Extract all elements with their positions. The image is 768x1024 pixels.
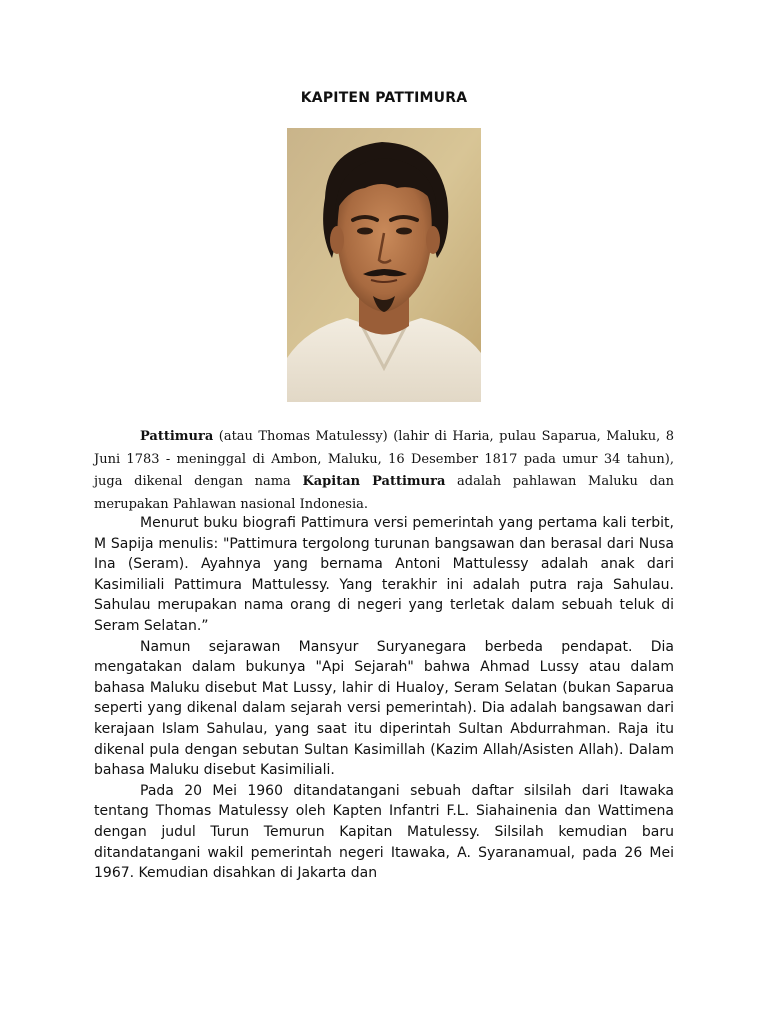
intro-paragraph xyxy=(94,426,674,516)
paragraph: Menurut buku biografi Pattimura versi pemerintah yang pertama kali terbit, M Sapija menulis: "Pattimura tergolong turunan bangsawan dan berasal dari Nusa Ina (Seram). Ayahnya yang bernama Antoni Mattulessy adalah anak dari Kasimiliali Pattimura Mattulessy. Yang terakhir ini adalah putra raja Sahulau. Sahulau merupakan nama orang di negeri yang terletak dalam sebuah teluk di Seram Selatan.” xyxy=(94,515,674,634)
page-title: KAPITEN PATTIMURA xyxy=(300,90,468,106)
intro-text-2: adalah pahlawan Maluku dan merupakan Pahlawan nasional Indonesia. xyxy=(94,474,674,512)
paragraph: Pada 20 Mei 1960 ditandatangani sebuah daftar silsilah dari Itawaka tentang Thomas Matulessy oleh Kapten Infantri F.L. Siahainenia dan Wattimena dengan judul Turun Temurun Kapitan Matulessy. Silsilah kemudian baru ditandatangani wakil pemerintah negeri Itawaka, A. Syaranamual, pada 26 Mei 1967. Kemudian disahkan di Jakarta dan xyxy=(94,782,674,882)
portrait-image xyxy=(287,128,481,402)
paragraph: Namun sejarawan Mansyur Suryanegara berbeda pendapat. Dia mengatakan dalam bukunya "Api Sejarah" bahwa Ahmad Lussy atau dalam bahasa Maluku disebut Mat Lussy, lahir di Hualoy, Seram Selatan (bukan Saparua seperti yang dikenal dalam sejarah versi pemerintah). Dia adalah bangsawan dari kerajaan Islam Sahulau, yang saat itu diperintah Sultan Abdurrahman. Raja itu dikenal pula dengan sebutan Sultan Kasimillah (Kazim Allah/Asisten Allah). Dalam bahasa Maluku disebut Kasimiliali. xyxy=(94,638,674,779)
intro-text-1: (atau Thomas Matulessy) (lahir di Haria, pulau Saparua, Maluku, 8 Juni 1783 - meninggal di Ambon, Maluku, 16 Desember 1817 pada umur 34 tahun), juga dikenal dengan nama xyxy=(94,429,674,489)
intro-title: Kapitan Pattimura xyxy=(302,474,446,489)
intro-name: Pattimura xyxy=(140,429,214,444)
body-text xyxy=(94,513,674,884)
